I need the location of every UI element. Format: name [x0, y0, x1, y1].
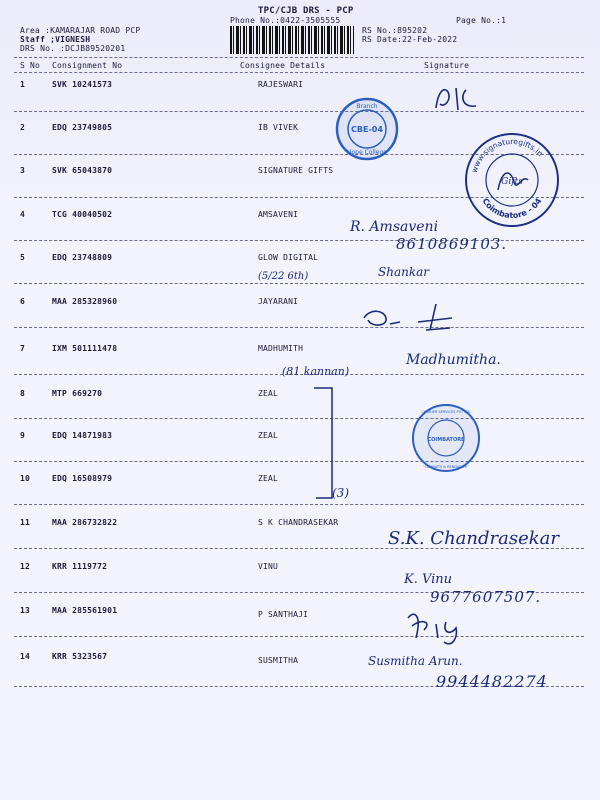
row-10-consignment: EDQ 16508979 [52, 474, 113, 483]
signature-row-13 [402, 608, 482, 646]
row-4-sno: 4 [20, 210, 26, 219]
page-number: Page No.:1 [456, 16, 507, 25]
row-2-consignee: IB VIVEK [258, 123, 299, 132]
phone-number: Phone No.:0422-3505555 [230, 16, 341, 25]
handwritten-sig-row-5: Shankar [378, 265, 429, 279]
barcode [230, 26, 354, 54]
row-divider [14, 283, 584, 284]
row-1-consignee: RAJESWARI [258, 80, 304, 89]
handwritten-phone-row-12: 9677607507. [430, 588, 542, 606]
row-11-sno: 11 [20, 518, 31, 527]
row-1-consignment: SVK 10241573 [52, 80, 113, 89]
row-5-consignee: GLOW DIGITAL [258, 253, 319, 262]
row-14-consignee: SUSMITHA [258, 656, 299, 665]
stamp-gifts-center: Gifts [501, 177, 523, 187]
drs-number: DRS No. :DCJB89520201 [20, 44, 126, 53]
handwritten-sig-row-7: Madhumitha. [406, 352, 501, 368]
row-8-consignee: ZEAL [258, 389, 279, 398]
hope-college-stamp [334, 96, 400, 162]
row-11-consignment: MAA 286732822 [52, 518, 118, 527]
handwritten-name-row-14: Susmitha Arun. [368, 654, 463, 668]
row-divider [14, 327, 584, 328]
stamp-gifts-url: www.signaturegifts.in [469, 136, 545, 174]
row-divider [14, 418, 584, 419]
staff-field: Staff ;VIGNESH [20, 35, 91, 44]
handwritten-note-row-5: (5/22 6th) [258, 271, 309, 282]
stamp-courier-owner: KALAMBATTI & RENDAIYERAS [420, 465, 472, 469]
row-4-consignment: TCG 40040502 [52, 210, 113, 219]
row-7-consignment: IXM 501111478 [52, 344, 118, 353]
row-12-consignment: KRR 1119772 [52, 562, 108, 571]
row-7-sno: 7 [20, 344, 26, 353]
handwritten-name-row-4: R. Amsaveni [350, 219, 439, 235]
handwritten-bracket-note: (3) [332, 486, 349, 500]
row-9-consignment: EDQ 14871983 [52, 431, 113, 440]
header-rule-bottom [14, 72, 584, 73]
row-divider [14, 461, 584, 462]
stamp-cbe-text: CBE-04 [351, 125, 383, 134]
row-14-consignment: KRR 5323567 [52, 652, 108, 661]
row-14-sno: 14 [20, 652, 31, 661]
courier-services-stamp [410, 402, 482, 474]
signature-row-1 [430, 82, 500, 114]
row-6-sno: 6 [20, 297, 26, 306]
row-5-consignment: EDQ 23748809 [52, 253, 113, 262]
row-13-consignment: MAA 285561901 [52, 606, 118, 615]
row-8-consignment: MTP 669270 [52, 389, 103, 398]
row-7-consignee: MADHUMITH [258, 344, 304, 353]
row-9-sno: 9 [20, 431, 26, 440]
row-6-consignment: MAA 285328960 [52, 297, 118, 306]
row-3-consignment: SVK 65043870 [52, 166, 113, 175]
handwritten-name-row-12: K. Vinu [404, 572, 453, 587]
area-field: Area :KAMARAJAR ROAD PCP [20, 26, 141, 35]
header-rule-top [14, 57, 584, 58]
row-12-sno: 12 [20, 562, 31, 571]
row-12-consignee: VINU [258, 562, 279, 571]
row-9-consignee: ZEAL [258, 431, 279, 440]
handwritten-phone-row-4: 8610869103. [396, 235, 508, 253]
rs-date: RS Date:22-Feb-2022 [362, 35, 458, 44]
stamp-hope-text: Hope College [347, 149, 387, 156]
row-3-sno: 3 [20, 166, 26, 175]
handwritten-sig-row-11: S.K. Chandrasekar [388, 528, 559, 549]
row-6-consignee: JAYARANI [258, 297, 299, 306]
handwritten-note-row-7: (81 kannan) [282, 365, 350, 378]
row-10-consignee: ZEAL [258, 474, 279, 483]
stamp-courier-company: COURIER SERVICES PVT LTD [421, 410, 471, 414]
handwritten-phone-row-14: 9944482274 [436, 672, 548, 691]
col-sno: S No [20, 61, 41, 70]
row-5-sno: 5 [20, 253, 26, 262]
rs-number: RS No.:895202 [362, 26, 428, 35]
stamp-branch-text: Branch [356, 103, 378, 110]
stamp-gifts-city: Coimbatore - 04 [480, 196, 544, 221]
row-11-consignee: S K CHANDRASEKAR [258, 518, 339, 527]
row-8-sno: 8 [20, 389, 26, 398]
stamp-courier-city: COIMBATORE [427, 437, 465, 443]
row-13-sno: 13 [20, 606, 31, 615]
col-signature: Signature [424, 61, 470, 70]
row-divider [14, 636, 584, 637]
row-1-sno: 1 [20, 80, 26, 89]
row-2-sno: 2 [20, 123, 26, 132]
row-13-consignee: P SANTHAJI [258, 610, 309, 619]
signature-row-6 [360, 300, 470, 334]
signature-gifts-stamp [462, 130, 562, 230]
col-consignment: Consignment No [52, 61, 123, 70]
row-divider [14, 504, 584, 505]
row-4-consignee: AMSAVENI [258, 210, 299, 219]
row-2-consignment: EDQ 23749805 [52, 123, 113, 132]
col-consignee: Consignee Details [240, 61, 326, 70]
row-10-sno: 10 [20, 474, 31, 483]
row-3-consignee: SIGNATURE GIFTS [258, 166, 334, 175]
sheet-title: TPC/CJB DRS - PCP [258, 6, 354, 16]
